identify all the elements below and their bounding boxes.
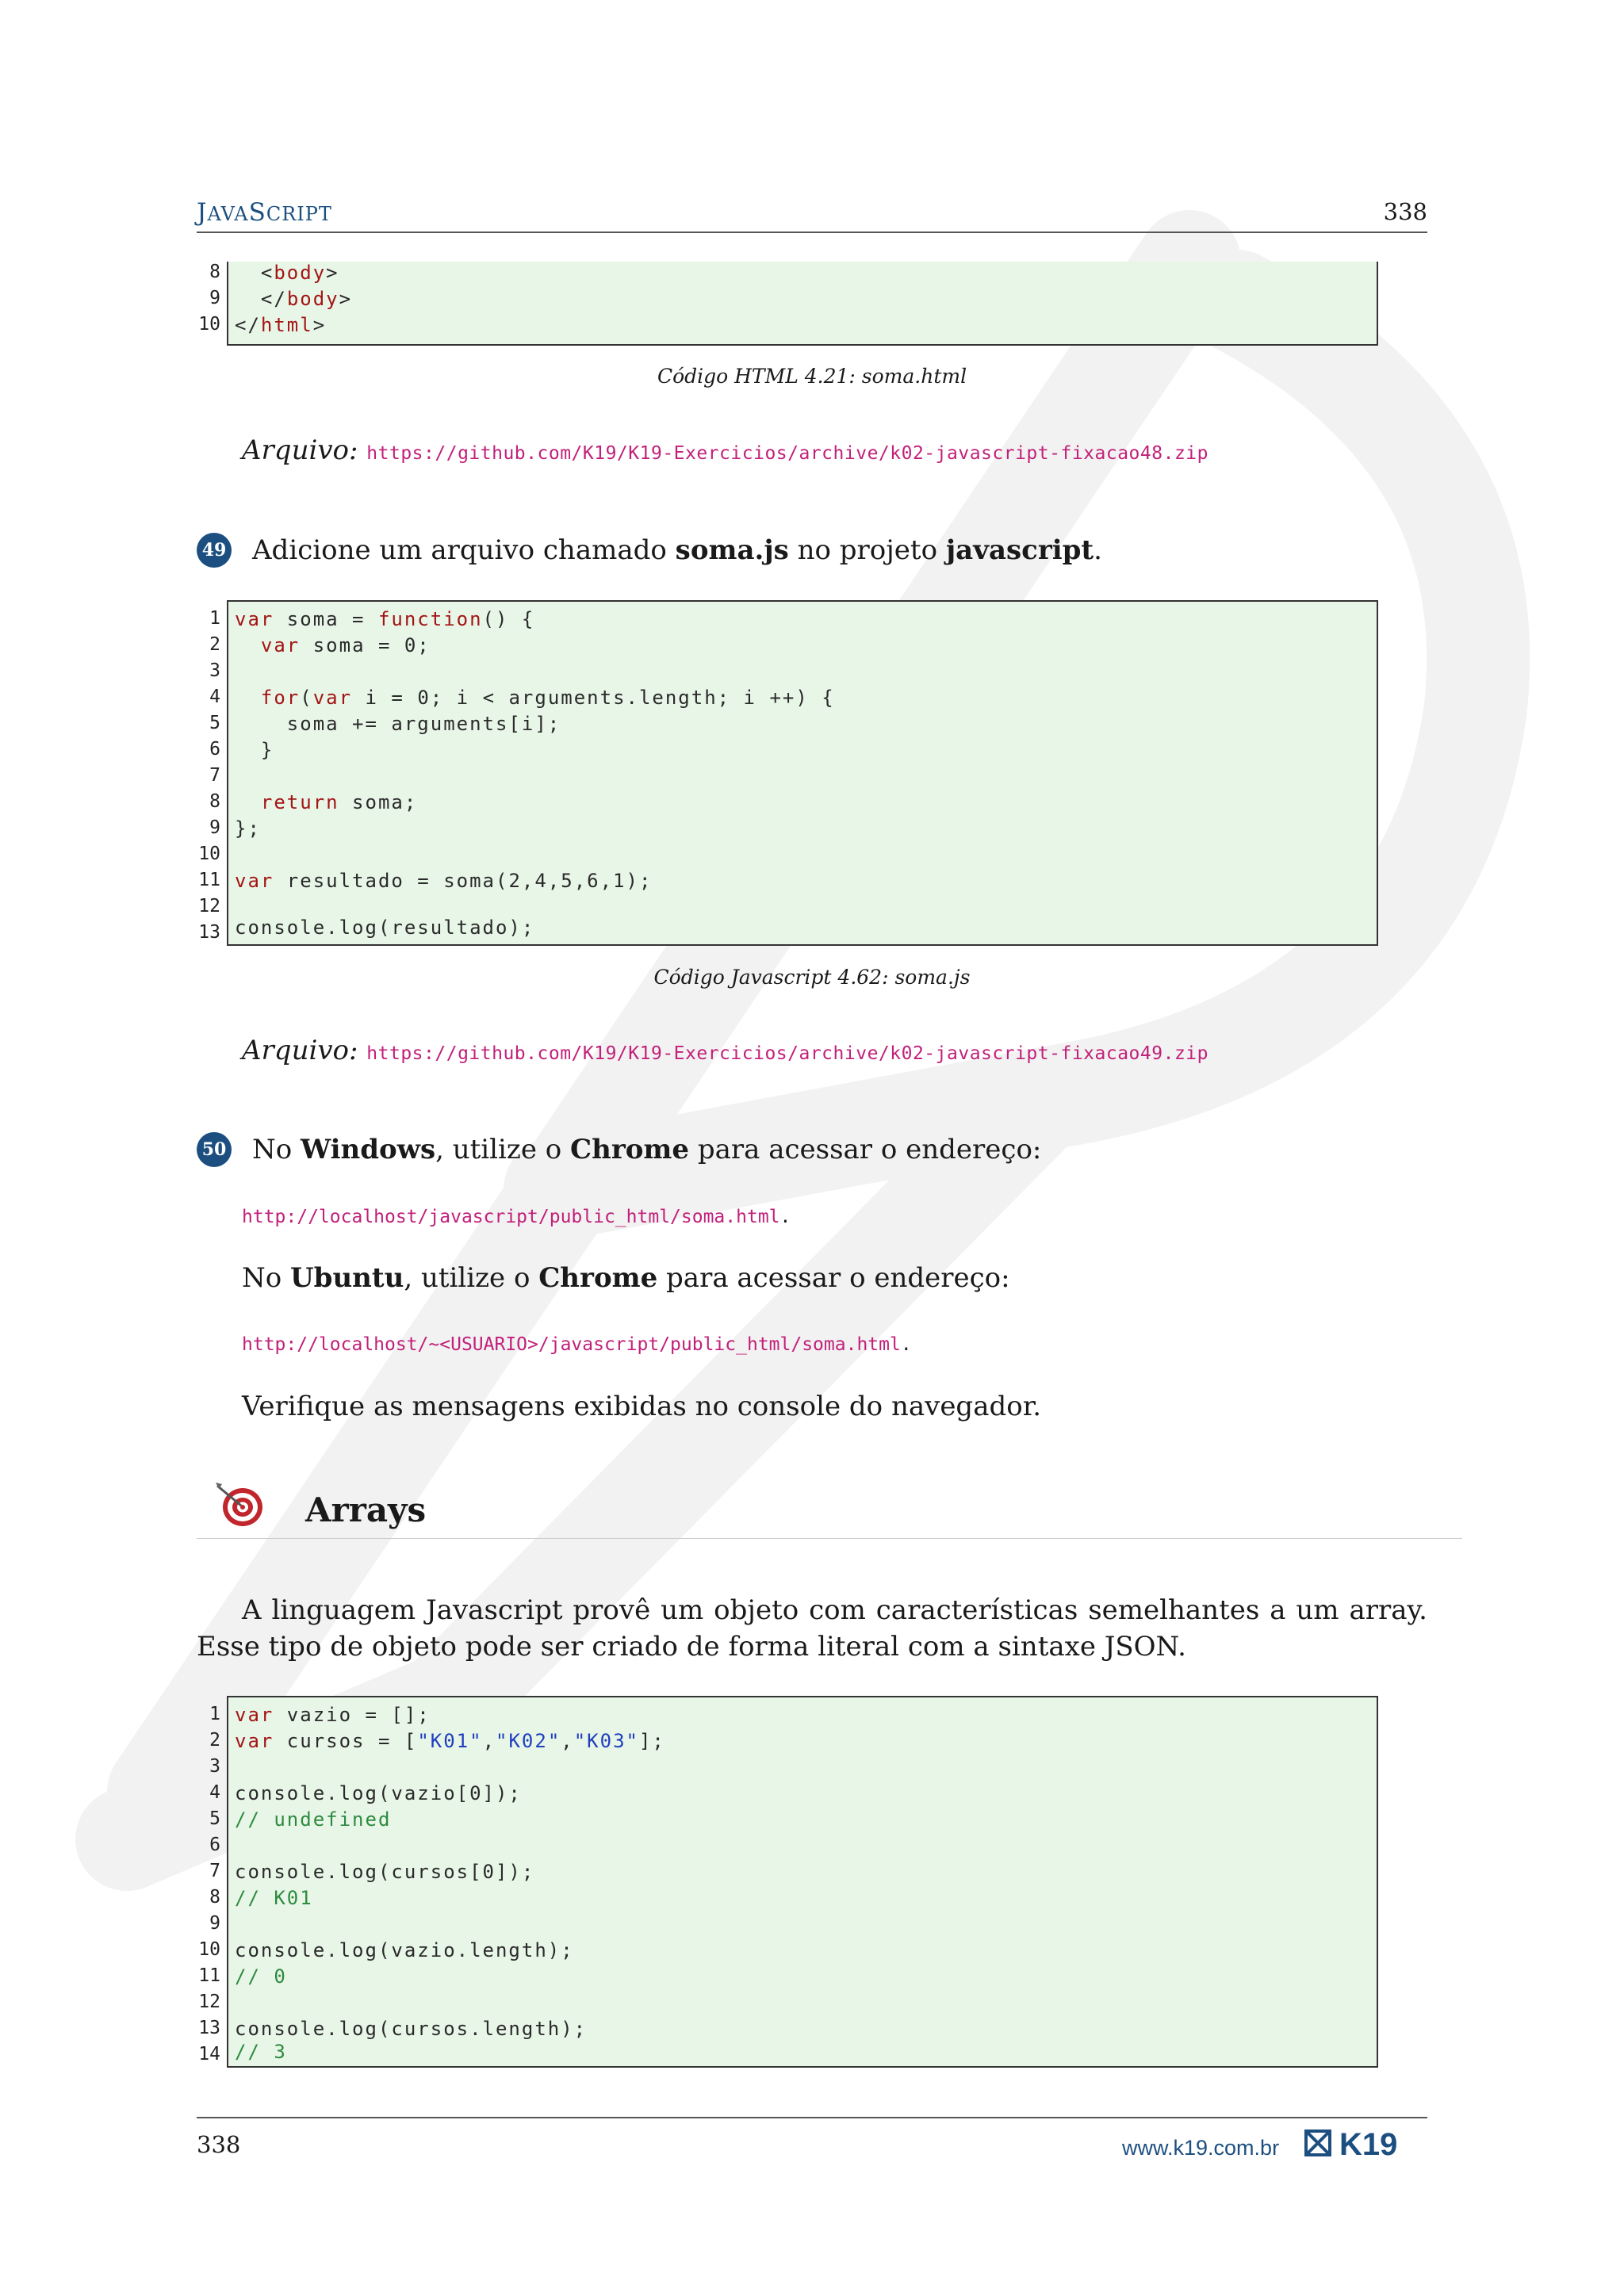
code-line: </html> [235, 314, 327, 336]
footer-rule [197, 2117, 1427, 2118]
section-rule [197, 1538, 1462, 1539]
target-icon [214, 1481, 270, 1530]
code-line: console.log(vazio.length); [235, 1939, 574, 1961]
line-number: 8 [209, 262, 220, 282]
code-line: }; [235, 817, 261, 840]
verify-text: Verifique as mensagens exibidas no console do navegador. [242, 1391, 1042, 1422]
code-line: for(var i = 0; i < arguments.length; i ++) { [260, 687, 835, 709]
code-caption-soma-js: Código Javascript 4.62: soma.js [653, 966, 971, 989]
line-number: 9 [209, 817, 220, 838]
line-number: 9 [209, 1913, 220, 1934]
code-line: return soma; [260, 791, 418, 813]
ubuntu-url[interactable]: http://localhost/~<USUARIO>/javascript/public_html/soma.html. [242, 1334, 912, 1355]
line-number: 13 [198, 2018, 220, 2038]
step-49-text: Adicione um arquivo chamado soma.js no projeto javascript. [252, 534, 1102, 566]
header-page-number: 338 [1383, 198, 1427, 225]
download-link-49[interactable]: https://github.com/K19/K19-Exercicios/archive/k02-javascript-fixacao49.zip [366, 1043, 1208, 1064]
code-line: console.log(cursos[0]); [235, 1861, 535, 1883]
k19-logo-icon [1304, 2128, 1431, 2160]
line-number: 12 [198, 1992, 220, 2012]
code-caption-html: Código HTML 4.21: soma.html [657, 365, 967, 388]
line-number: 1 [209, 608, 220, 629]
header-rule [197, 232, 1427, 233]
code-line: soma += arguments[i]; [235, 713, 561, 735]
step-50-windows-text: No Windows, utilize o Chrome para acessar o endereço: [252, 1134, 1042, 1165]
line-number: 12 [198, 896, 220, 916]
code-line: var vazio = []; [235, 1704, 431, 1726]
step-badge-49: 49 [197, 533, 232, 568]
code-line: } [235, 739, 274, 761]
line-number: 14 [198, 2044, 220, 2064]
line-number: 11 [198, 1965, 220, 1986]
line-number: 2 [209, 634, 220, 655]
arrays-paragraph: A linguagem Javascript provê um objeto com características semelhantes a um array. Esse tipo de objeto pode ser criado de forma literal com a sintaxe JSON. [197, 1594, 1427, 1663]
code-line: <body> [260, 262, 339, 284]
line-number: 5 [209, 1808, 220, 1829]
footer-url[interactable]: www.k19.com.br [1122, 2136, 1280, 2160]
line-number: 6 [209, 739, 220, 760]
line-number: 7 [209, 765, 220, 786]
code-line: var cursos = ["K01","K02","K03"]; [235, 1730, 665, 1752]
code-comment: // 3 [235, 2041, 287, 2063]
line-number: 6 [209, 1835, 220, 1855]
line-number: 3 [209, 660, 220, 681]
code-line: console.log(vazio[0]); [235, 1782, 522, 1804]
line-number: 8 [209, 791, 220, 812]
step-badge-50: 50 [197, 1132, 232, 1167]
line-number: 4 [209, 687, 220, 707]
line-number: 10 [198, 314, 220, 335]
section-title-arrays: Arrays [305, 1490, 427, 1529]
footer-page-number: 338 [197, 2131, 241, 2158]
code-block-soma-js [198, 600, 1378, 946]
code-comment: // undefined [235, 1808, 392, 1831]
line-number: 8 [209, 1887, 220, 1908]
line-number: 1 [209, 1704, 220, 1724]
code-line: var soma = 0; [260, 634, 431, 656]
line-number: 13 [198, 922, 220, 943]
code-line: console.log(resultado); [235, 916, 535, 939]
code-line: console.log(cursos.length); [235, 2018, 588, 2040]
code-block-html-continuation [198, 262, 1378, 346]
line-number: 9 [209, 288, 220, 308]
code-line: var resultado = soma(2,4,5,6,1); [235, 870, 653, 892]
line-number: 10 [198, 1939, 220, 1960]
step-50-ubuntu-text: No Ubuntu, utilize o Chrome para acessar o endereço: [242, 1262, 1010, 1294]
code-comment: // K01 [235, 1887, 313, 1909]
code-line: </body> [260, 288, 353, 310]
code-line: var soma = function() { [235, 608, 535, 630]
line-number: 3 [209, 1756, 220, 1777]
code-block-arrays [198, 1696, 1378, 2068]
running-header-title: JAVASCRIPT [197, 198, 332, 227]
arquivo-48: Arquivo: https://github.com/K19/K19-Exercicios/archive/k02-javascript-fixacao48.zip [242, 434, 1208, 466]
code-comment: // 0 [235, 1965, 287, 1988]
line-number: 5 [209, 713, 220, 733]
line-number: 7 [209, 1861, 220, 1881]
arquivo-49: Arquivo: https://github.com/K19/K19-Exercicios/archive/k02-javascript-fixacao49.zip [242, 1035, 1208, 1066]
download-link-48[interactable]: https://github.com/K19/K19-Exercicios/archive/k02-javascript-fixacao48.zip [366, 443, 1208, 464]
line-number: 10 [198, 844, 220, 864]
line-number: 2 [209, 1730, 220, 1751]
line-number: 11 [198, 870, 220, 890]
windows-url[interactable]: http://localhost/javascript/public_html/soma.html. [242, 1207, 791, 1227]
logo-text: K19 [1339, 2128, 1398, 2160]
line-number: 4 [209, 1782, 220, 1803]
